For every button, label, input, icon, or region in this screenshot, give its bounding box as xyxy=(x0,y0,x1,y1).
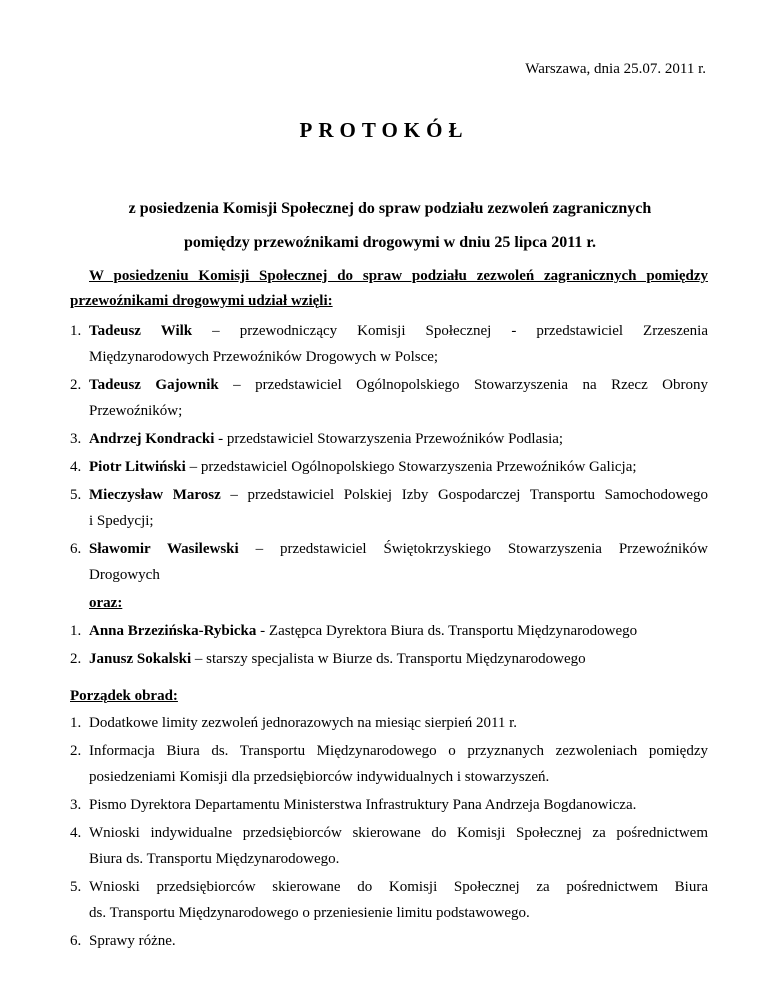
participant-item xyxy=(70,372,708,424)
participant-item xyxy=(70,482,708,534)
participant-item xyxy=(70,318,708,370)
participants-list xyxy=(70,318,708,674)
subtitle-line-2: pomiędzy przewoźnikami drogowymi w dniu 25 lipca 2011 r. xyxy=(183,234,597,251)
agenda-text-cont: ds. Transportu Międzynarodowego o przeniesienie limitu podstawowego. xyxy=(89,905,530,921)
participant-name: Tadeusz Gajownik xyxy=(89,377,219,393)
item-number: 1. xyxy=(70,715,82,731)
agenda-text: Pismo Dyrektora Departamentu Ministerstwa Infrastruktury Pana Andrzeja Bogdanowicza. xyxy=(89,797,637,813)
participant-role: – przedstawiciel Ogólnopolskiego Stowarzyszenia Przewoźników Galicja; xyxy=(185,459,637,475)
item-number: 3. xyxy=(70,431,82,447)
participant-role-cont: Przewoźników; xyxy=(89,403,183,419)
document-date: Warszawa, dnia 25.07. 2011 r. xyxy=(525,61,706,77)
item-number: 1. xyxy=(70,623,82,639)
agenda-text-cont: posiedzeniami Komisji dla przedsiębiorców indywidualnych i stowarzyszeń. xyxy=(89,769,550,785)
participant-name: Mieczysław Marosz xyxy=(89,487,221,503)
agenda-item xyxy=(70,792,708,818)
agenda-list xyxy=(70,710,708,956)
agenda-item xyxy=(70,738,708,790)
agenda-item xyxy=(70,928,708,954)
participant-item xyxy=(70,536,708,588)
participant-role: – przedstawiciel Polskiej Izby Gospodarczej Transportu Samochodowego xyxy=(220,487,708,503)
participant-name: Piotr Litwiński xyxy=(89,459,186,475)
oraz-label: oraz: xyxy=(89,595,123,611)
participant-role-cont: Międzynarodowych Przewoźników Drogowych w Polsce; xyxy=(89,349,439,365)
agenda-heading: Porządek obrad: xyxy=(70,688,178,704)
official-item xyxy=(70,646,708,672)
official-role: - Zastępca Dyrektora Biura ds. Transportu Międzynarodowego xyxy=(256,623,638,639)
item-number: 2. xyxy=(70,743,82,759)
document-title: PROTOKÓŁ xyxy=(299,118,469,142)
item-number: 1. xyxy=(70,323,82,339)
item-number: 5. xyxy=(70,487,82,503)
item-number: 5. xyxy=(70,879,82,895)
official-name: Anna Brzezińska-Rybicka xyxy=(89,623,257,639)
agenda-item xyxy=(70,710,708,736)
participant-name: Tadeusz Wilk xyxy=(89,323,193,339)
participant-role-cont: i Spedycji; xyxy=(89,513,154,529)
agenda-text: Wnioski przedsiębiorców skierowane do Komisji Społecznej za pośrednictwem Biura xyxy=(89,879,708,895)
document-subtitle xyxy=(70,192,710,260)
item-number: 2. xyxy=(70,651,82,667)
participant-role: – przedstawiciel Ogólnopolskiego Stowarzyszenia na Rzecz Obrony xyxy=(218,377,708,393)
item-number: 3. xyxy=(70,797,82,813)
participant-role: – przedstawiciel Świętokrzyskiego Stowarzyszenia Przewoźników xyxy=(238,541,708,557)
agenda-text: Dodatkowe limity zezwoleń jednorazowych na miesiąc sierpień 2011 r. xyxy=(89,715,518,731)
participant-role: – przewodniczący Komisji Społecznej - przedstawiciel Zrzeszenia xyxy=(192,323,708,339)
participant-role: - przedstawiciel Stowarzyszenia Przewoźników Podlasia; xyxy=(214,431,564,447)
participant-item xyxy=(70,454,708,480)
subtitle-line-1: z posiedzenia Komisji Społecznej do spraw podziału zezwoleń zagranicznych xyxy=(128,200,652,217)
official-item xyxy=(70,618,708,644)
agenda-text: Sprawy różne. xyxy=(89,933,176,949)
item-number: 6. xyxy=(70,933,82,949)
official-role: – starszy specjalista w Biurze ds. Transportu Międzynarodowego xyxy=(191,651,586,667)
item-number: 6. xyxy=(70,541,82,557)
agenda-text: Wnioski indywidualne przedsiębiorców skierowane do Komisji Społecznej za pośrednictwem xyxy=(89,825,708,841)
participant-role-cont: Drogowych xyxy=(89,567,160,583)
participant-name: Andrzej Kondracki xyxy=(89,431,215,447)
official-name: Janusz Sokalski xyxy=(89,651,192,667)
agenda-item xyxy=(70,874,708,926)
agenda-text: Informacja Biura ds. Transportu Międzynarodowego o przyznanych zezwoleniach pomiędzy xyxy=(89,743,708,759)
item-number: 4. xyxy=(70,825,82,841)
participants-intro: W posiedzeniu Komisji Społecznej do spraw podziału zezwoleń zagranicznych pomiędzy przewoźnikami drogowymi udział wzięli: xyxy=(70,268,708,309)
item-number: 4. xyxy=(70,459,82,475)
participant-item xyxy=(70,426,708,452)
item-number: 2. xyxy=(70,377,82,393)
agenda-text-cont: Biura ds. Transportu Międzynarodowego. xyxy=(89,851,340,867)
participant-name: Sławomir Wasilewski xyxy=(89,541,239,557)
agenda-item xyxy=(70,820,708,872)
